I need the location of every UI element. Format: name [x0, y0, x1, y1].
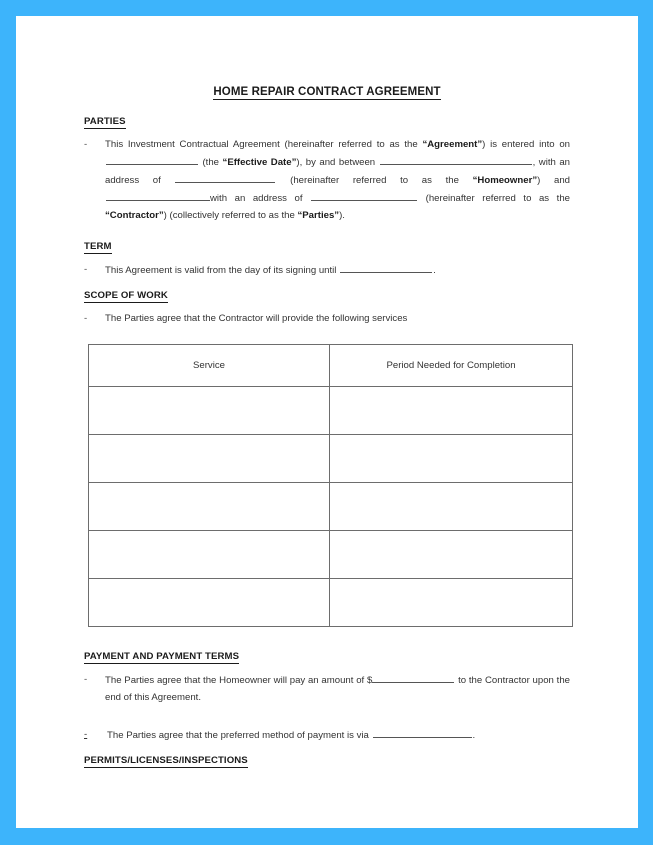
section-heading-payment-text: PAYMENT AND PAYMENT TERMS — [84, 651, 240, 662]
cell-period[interactable] — [330, 435, 573, 483]
payment-text-before: The Parties agree that the Homeowner will pay an amount of $ — [105, 675, 373, 686]
section-heading-term-text: TERM — [84, 241, 112, 252]
parties-text-2: ) is entered into on — [482, 139, 570, 150]
homeowner-name-blank[interactable] — [380, 153, 532, 165]
payment-method-text-after: . — [472, 730, 476, 741]
services-table-header-row — [89, 345, 573, 387]
parties-bullet — [84, 136, 570, 224]
parties-term-contractor: “Contractor” — [105, 210, 164, 221]
section-heading-payment — [84, 651, 570, 662]
section-heading-scope-of-work — [84, 290, 570, 301]
spacer — [84, 644, 570, 651]
table-row — [89, 387, 573, 435]
table-row — [89, 579, 573, 627]
payment-method-bullet — [84, 726, 570, 744]
spacer — [84, 224, 570, 241]
table-row — [89, 435, 573, 483]
payment-amount-text — [105, 671, 570, 706]
payment-method-text-before: The Parties agree that the preferred method of payment is via — [107, 730, 372, 741]
document-title — [84, 86, 570, 98]
effective-date-blank[interactable] — [106, 153, 198, 165]
payment-text-after: to the Contractor upon the end of this Agreement. — [105, 675, 570, 703]
contractor-name-blank[interactable] — [106, 189, 210, 201]
scope-intro-text: The Parties agree that the Contractor will provide the following services — [105, 313, 408, 324]
homeowner-address-blank[interactable] — [175, 171, 275, 183]
bullet-marker: - — [84, 139, 88, 150]
parties-text-11: ). — [339, 210, 345, 221]
payment-method-text — [107, 726, 570, 744]
payment-method-blank[interactable] — [373, 726, 472, 738]
parties-text-4: ), by and between — [296, 157, 379, 168]
parties-text-10: ) (collectively referred to as the — [163, 210, 298, 221]
services-table-body — [89, 345, 573, 627]
table-row — [89, 531, 573, 579]
payment-amount-bullet — [84, 671, 570, 706]
column-header-period: Period Needed for Completion — [330, 345, 573, 387]
term-text-before: This Agreement is valid from the day of its signing until — [105, 265, 340, 276]
parties-text-8: with an address of — [210, 193, 311, 204]
payment-amount-blank[interactable] — [372, 671, 454, 683]
scope-intro-bullet — [84, 310, 570, 327]
bullet-marker: - — [84, 729, 88, 740]
parties-term-effective-date: “Effective Date” — [222, 157, 297, 168]
bullet-marker: - — [84, 264, 88, 275]
cell-period[interactable] — [330, 387, 573, 435]
document-title-text: HOME REPAIR CONTRACT AGREEMENT — [213, 86, 441, 98]
column-header-service: Service — [89, 345, 330, 387]
spacer — [84, 627, 570, 644]
section-heading-permits — [84, 755, 570, 766]
document-content — [84, 86, 570, 766]
bullet-marker: - — [84, 674, 88, 685]
table-row — [89, 483, 573, 531]
cell-service[interactable] — [89, 531, 330, 579]
bullet-marker: - — [84, 313, 88, 324]
section-heading-term — [84, 241, 570, 252]
section-heading-scope-of-work-text: SCOPE OF WORK — [84, 290, 168, 301]
term-bullet — [84, 261, 570, 279]
cell-service[interactable] — [89, 435, 330, 483]
section-heading-parties-text: PARTIES — [84, 116, 126, 127]
parties-text-6: (hereinafter referred to as the — [276, 175, 473, 186]
contractor-address-blank[interactable] — [311, 189, 417, 201]
spacer — [84, 279, 570, 290]
spacer — [84, 744, 570, 755]
cell-service[interactable] — [89, 387, 330, 435]
cell-period[interactable] — [330, 531, 573, 579]
cell-period[interactable] — [330, 579, 573, 627]
parties-term-homeowner: “Homeowner” — [472, 175, 538, 186]
cell-period[interactable] — [330, 483, 573, 531]
parties-text-1: This Investment Contractual Agreement (hereinafter referred to as the — [105, 139, 423, 150]
section-heading-permits-text: PERMITS/LICENSES/INSPECTIONS — [84, 755, 248, 766]
term-paragraph — [105, 261, 570, 279]
parties-text-3: (the — [199, 157, 223, 168]
spacer — [84, 706, 570, 717]
parties-text-7: ) and — [537, 175, 570, 186]
term-text-after: . — [433, 265, 436, 276]
term-end-date-blank[interactable] — [340, 261, 432, 273]
document-page — [16, 16, 638, 828]
section-heading-parties — [84, 116, 570, 127]
parties-text-9: (hereinafter referred to as the — [418, 193, 570, 204]
services-table — [88, 344, 573, 627]
parties-paragraph — [105, 136, 570, 224]
parties-text-5: , with an address of — [105, 157, 570, 186]
parties-term-agreement: “Agreement” — [422, 139, 483, 150]
cell-service[interactable] — [89, 483, 330, 531]
parties-term-parties: “Parties” — [297, 210, 340, 221]
cell-service[interactable] — [89, 579, 330, 627]
